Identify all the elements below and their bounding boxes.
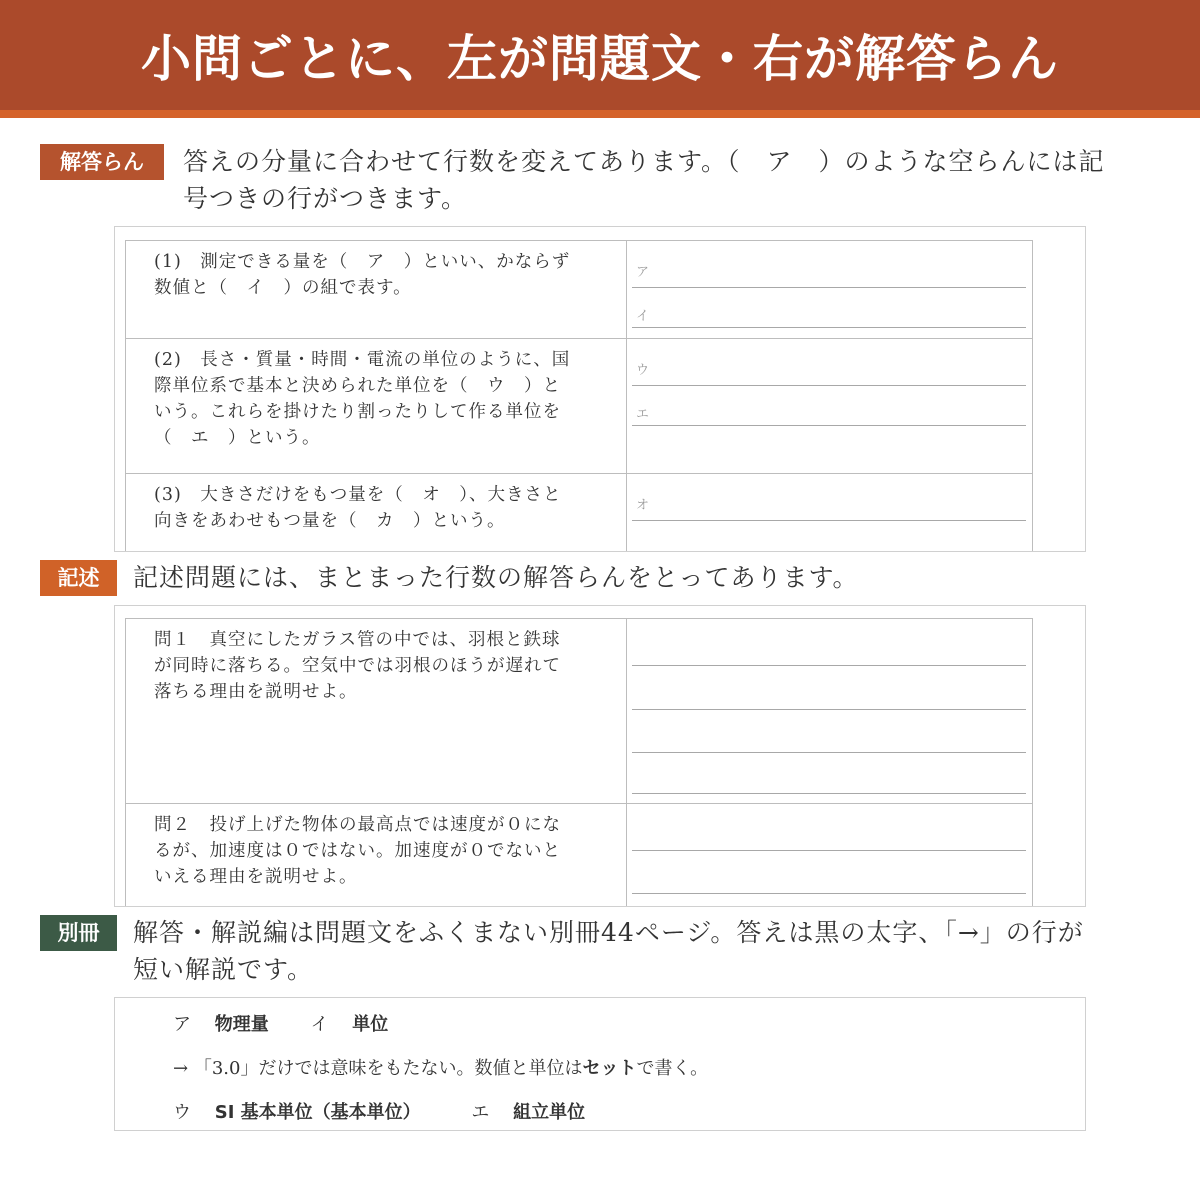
question-row (126, 338, 1032, 473)
question-text: 問２ 投げ上げた物体の最高点では速度が０にな るが、加速度は０ではない。加速度が０でないと いえる理由を説明せよ。 (154, 815, 561, 887)
question-text: (3) 大きさだけをもつ量を（ オ ）、大きさと 向きをあわせもつ量を（ カ ）という。 (154, 485, 562, 531)
answer-label: オ (636, 498, 650, 513)
answer-label: ウ (636, 363, 650, 378)
answer-sheet (125, 240, 1033, 552)
section-answer-desc-line1: 答えの分量に合わせて行数を変えてあります。（ ア ）のような空らんには記 (183, 147, 1105, 176)
question-row (126, 619, 1032, 803)
page-header (0, 0, 1200, 118)
section-booklet-desc-line2: 短い解説です。 (133, 955, 314, 984)
section-tag-answer: 解答らん (40, 144, 164, 180)
column-divider (626, 619, 627, 803)
question-row (126, 241, 1032, 338)
arrow-icon: → (173, 1058, 189, 1079)
section-tag-writing: 記述 (40, 560, 117, 596)
column-divider (626, 241, 627, 338)
section-answer-desc-line2: 号つきの行がつきます。 (183, 184, 468, 213)
writing-sheet (125, 618, 1033, 907)
column-divider (626, 339, 627, 473)
column-divider (626, 804, 627, 907)
answer-line (632, 893, 1026, 894)
answer-line (632, 327, 1026, 328)
question-row (126, 803, 1032, 907)
section-writing-desc: 記述問題には、まとまった行数の解答らんをとってあります。 (133, 563, 859, 592)
answer-label: ア (636, 265, 650, 280)
writing-sample-panel (114, 605, 1086, 907)
question-row (126, 473, 1032, 552)
answer-line (632, 709, 1026, 710)
answer-label: イ (636, 309, 650, 324)
answer-line (632, 665, 1026, 666)
answer-line (632, 793, 1026, 794)
question-text: (1) 測定できる量を（ ア ）といい、かならず 数値と（ イ ）の組で表す。 (154, 252, 571, 298)
answer-label: エ (636, 407, 650, 422)
question-text: 問１ 真空にしたガラス管の中では、羽根と鉄球 が同時に落ちる。空気中では羽根のほうが遅れて 落ちる理由を説明せよ。 (154, 630, 561, 702)
answer-line (632, 850, 1026, 851)
answer-row-1: ア 物理量 イ 単位 (173, 1014, 389, 1035)
explanation-row: → 「3.0」だけでは意味をもたない。数値と単位はセットで書く。 (173, 1058, 709, 1079)
booklet-sample-panel (114, 997, 1086, 1131)
section-booklet-desc-line1: 解答・解説編は問題文をふくまない別冊44ページ。答えは黒の太字、「→」の行が (133, 918, 1084, 947)
answer-sample-panel (114, 226, 1086, 552)
page-title: 小問ごとに、左が問題文・右が解答らん (141, 30, 1059, 88)
answer-line (632, 752, 1026, 753)
answer-line (632, 425, 1026, 426)
answer-line (632, 520, 1026, 521)
answer-line (632, 287, 1026, 288)
column-divider (626, 474, 627, 552)
section-tag-booklet: 別冊 (40, 915, 117, 951)
answer-row-2: ウ SI 基本単位（基本単位） エ 組立単位 (173, 1102, 586, 1123)
answer-line (632, 385, 1026, 386)
question-text: (2) 長さ・質量・時間・電流の単位のように、国 際単位系で基本と決められた単位を（ ウ ）と いう。これらを掛けたり割ったりして作る単位を （ エ ）という。 (154, 350, 571, 448)
